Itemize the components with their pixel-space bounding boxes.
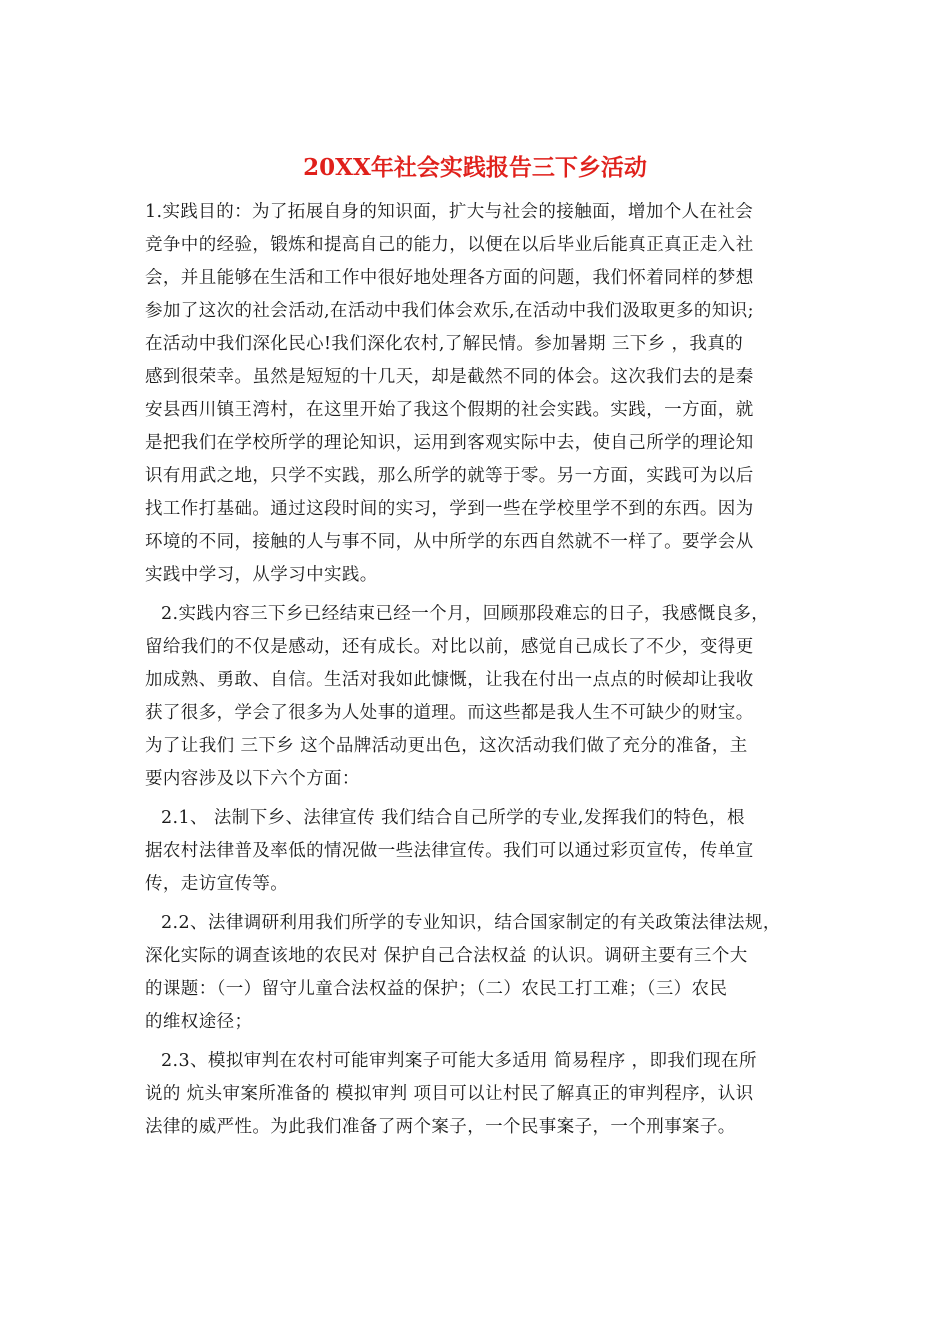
text-line: 说的 炕头审案所准备的 模拟审判 项目可以让村民了解真正的审判程序，认识 xyxy=(145,1084,754,1104)
text-line: 为了让我们 三下乡 这个品牌活动更出色，这次活动我们做了充分的准备，主 xyxy=(145,736,748,756)
text-line: 法律的威严性。为此我们准备了两个案子，一个民事案子，一个刑事案子。 xyxy=(145,1117,736,1137)
text-line: 1.实践目的：为了拓展自身的知识面，扩大与社会的接触面，增加个人在社会 xyxy=(145,202,754,222)
text-line: 在活动中我们深化民心!我们深化农村,了解民情。参加暑期 三下乡 ，我真的 xyxy=(145,334,744,354)
text-line: 参加了这次的社会活动,在活动中我们体会欢乐,在活动中我们汲取更多的知识; xyxy=(145,301,754,321)
paragraph xyxy=(145,1045,805,1144)
document-title: 20XX年社会实践报告三下乡活动 xyxy=(303,154,647,181)
text-line: 环境的不同，接触的人与事不同，从中所学的东西自然就不一样了。要学会从 xyxy=(145,532,754,552)
text-line: 识有用武之地，只学不实践，那么所学的就等于零。另一方面，实践可为以后 xyxy=(145,466,754,486)
text-line: 留给我们的不仅是感动，还有成长。对比以前，感觉自己成长了不少，变得更 xyxy=(145,637,754,657)
text-line: 要内容涉及以下六个方面： xyxy=(145,769,360,789)
text-line: 传，走访宣传等。 xyxy=(145,874,289,894)
text-line: 2.1、 法制下乡、法律宣传 我们结合自己所学的专业,发挥我们的特色，根 xyxy=(161,808,745,828)
text-line: 会，并且能够在生活和工作中很好地处理各方面的问题，我们怀着同样的梦想 xyxy=(145,268,754,288)
text-line: 竞争中的经验，锻炼和提高自己的能力，以便在以后毕业后能真正真正走入社 xyxy=(145,235,754,255)
text-line: 找工作打基础。通过这段时间的实习，学到一些在学校里学不到的东西。因为 xyxy=(145,499,754,519)
text-line: 2.实践内容三下乡已经结束已经一个月，回顾那段难忘的日子，我感慨良多， xyxy=(161,604,770,624)
paragraph xyxy=(145,598,805,796)
text-line: 的课题：（一）留守儿童合法权益的保护；（二）农民工打工难；（三）农民 xyxy=(145,979,728,999)
text-line: 实践中学习，从学习中实践。 xyxy=(145,565,378,585)
text-line: 安县西川镇王湾村，在这里开始了我这个假期的社会实践。实践，一方面，就 xyxy=(145,400,754,420)
text-line: 据农村法律普及率低的情况做一些法律宣传。我们可以通过彩页宣传，传单宣 xyxy=(145,841,754,861)
document-body xyxy=(145,196,805,1144)
paragraph xyxy=(145,802,805,901)
text-line: 获了很多，学会了很多为人处事的道理。而这些都是我人生不可缺少的财宝。 xyxy=(145,703,754,723)
paragraph xyxy=(145,196,805,592)
text-line: 2.3、模拟审判在农村可能审判案子可能大多适用 简易程序 ，即我们现在所 xyxy=(161,1051,757,1071)
text-line: 感到很荣幸。虽然是短短的十几天，却是截然不同的体会。这次我们去的是秦 xyxy=(145,367,754,387)
paragraph xyxy=(145,907,805,1039)
text-line: 加成熟、勇敢、自信。生活对我如此慷慨，让我在付出一点点的时候却让我收 xyxy=(145,670,754,690)
text-line: 深化实际的调查该地的农民对 保护自己合法权益 的认识。调研主要有三个大 xyxy=(145,946,748,966)
text-line: 是把我们在学校所学的理论知识，运用到客观实际中去，使自己所学的理论知 xyxy=(145,433,754,453)
text-line: 的维权途径； xyxy=(145,1012,253,1032)
text-line: 2.2、法律调研利用我们所学的专业知识，结合国家制定的有关政策法律法规， xyxy=(161,913,781,933)
